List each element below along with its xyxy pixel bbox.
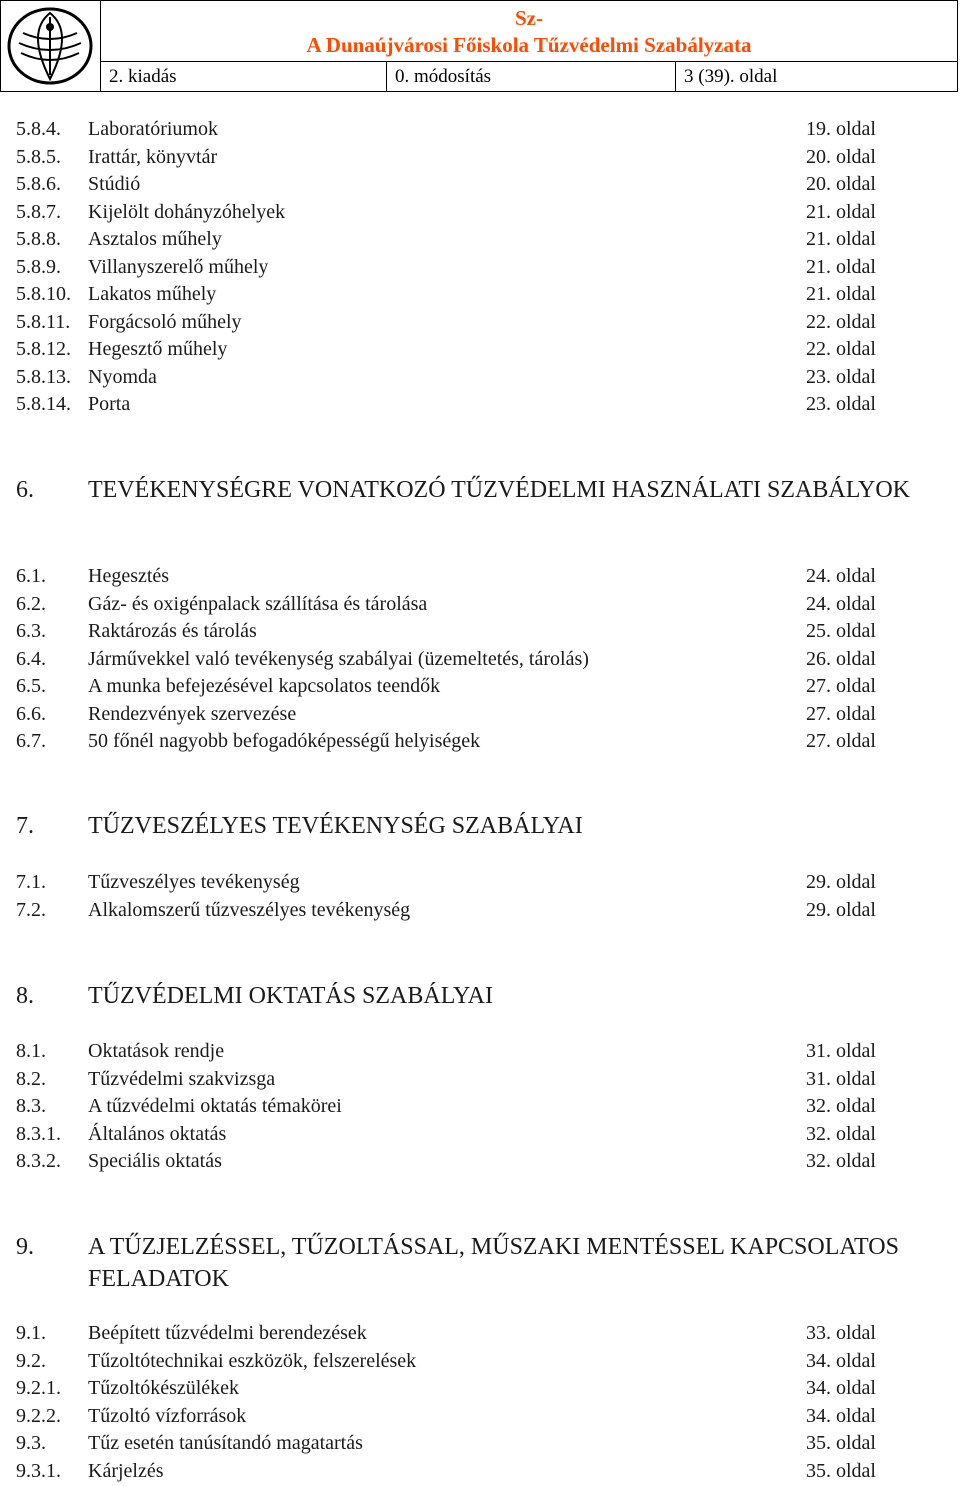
toc-entry-title: Raktározás és tárolás	[88, 620, 257, 642]
toc-entry-number: 5.8.14.	[16, 393, 71, 415]
toc-entry	[16, 281, 876, 308]
toc-entry	[16, 1348, 876, 1375]
toc-entry-number: 9.3.1.	[16, 1459, 61, 1482]
toc-entry-number: 9.1.	[16, 1322, 46, 1344]
toc-entry-page: 33. oldal	[806, 1322, 876, 1344]
toc-entry-page: 35. oldal	[806, 1432, 876, 1454]
toc-entry-title: Laboratóriumok	[88, 118, 218, 140]
toc-entry-title: Tűz esetén tanúsítandó magatartás	[88, 1432, 363, 1454]
toc-entry-number: 8.3.	[16, 1095, 46, 1117]
toc-entry-page: 21. oldal	[806, 200, 876, 223]
toc-entry-number: 5.8.11.	[16, 310, 71, 333]
toc-entry	[16, 199, 876, 226]
toc-entry	[16, 364, 876, 391]
toc-entry-page: 32. oldal	[806, 1122, 876, 1145]
edition-label: 2. kiadás	[101, 62, 387, 92]
toc-entry-number: 9.2.2.	[16, 1404, 61, 1427]
section-title: TŰZVÉDELMI OKTATÁS SZABÁLYAI	[88, 983, 493, 1009]
toc-entry-page: 29. oldal	[806, 871, 876, 893]
toc-entry-number: 6.3.	[16, 620, 46, 642]
toc-entry-title: Tűzvédelmi szakvizsga	[88, 1067, 276, 1090]
toc-entry	[16, 618, 876, 645]
toc-entry-title: Stúdió	[88, 173, 141, 195]
toc-entry	[16, 869, 876, 896]
toc-entry-title: Járművekkel való tevékenység szabályai (üzemeltetés, tárolás)	[88, 647, 589, 670]
toc-entry-title: Nyomda	[88, 365, 157, 388]
toc-entry-page: 21. oldal	[806, 228, 876, 250]
document-header	[0, 0, 958, 92]
toc-entry-number: 6.7.	[16, 730, 46, 752]
toc-entry	[16, 1093, 876, 1120]
toc-entry-number: 5.8.12.	[16, 338, 71, 360]
dunaujvaros-college-logo-icon	[5, 5, 95, 87]
toc-entry-number: 6.5.	[16, 675, 46, 697]
toc-entry-number: 6.1.	[16, 565, 46, 587]
toc-entry-page: 32. oldal	[806, 1095, 876, 1117]
toc-entry-page: 23. oldal	[806, 365, 876, 388]
section-number: 8.	[16, 983, 34, 1009]
toc-entry-title: Kárjelzés	[88, 1459, 164, 1482]
section-number: 7.	[16, 813, 34, 839]
toc-entry-title: Tűzoltókészülékek	[88, 1377, 240, 1399]
toc-entry-number: 5.8.7.	[16, 200, 61, 223]
toc-entry-title: Lakatos műhely	[88, 283, 217, 305]
toc-entry	[16, 897, 876, 924]
toc-entry	[16, 171, 876, 198]
toc-entry	[16, 144, 876, 171]
toc-entry-page: 26. oldal	[806, 647, 876, 670]
toc-entry-page: 34. oldal	[806, 1377, 876, 1399]
toc-entry-title: Alkalomszerű tűzveszélyes tevékenység	[88, 898, 411, 921]
toc-entry	[16, 1038, 876, 1065]
toc-entry	[16, 1320, 876, 1347]
toc-entry-title: Általános oktatás	[88, 1122, 227, 1145]
toc-entry-page: 20. oldal	[806, 145, 876, 168]
toc-entry	[16, 728, 876, 755]
toc-entry-number: 9.2.1.	[16, 1377, 61, 1399]
toc-entry-page: 24. oldal	[806, 592, 876, 615]
toc-entry-page: 22. oldal	[806, 338, 876, 360]
toc-entry-title: Rendezvények szervezése	[88, 702, 297, 725]
toc-entry-number: 9.3.	[16, 1432, 46, 1454]
toc-entry-title: Forgácsoló műhely	[88, 310, 242, 333]
header-meta-row	[101, 61, 957, 92]
toc-entry	[16, 563, 876, 590]
header-title-line1: Sz-	[515, 6, 543, 30]
section-title: TŰZVESZÉLYES TEVÉKENYSÉG SZABÁLYAI	[88, 813, 583, 839]
toc-entry-page: 35. oldal	[806, 1459, 876, 1482]
toc-entry-page: 22. oldal	[806, 310, 876, 333]
toc-entry-page: 21. oldal	[806, 283, 876, 305]
toc-entry-page: 19. oldal	[806, 118, 876, 140]
toc-entry-number: 5.8.13.	[16, 365, 71, 388]
toc-entry	[16, 701, 876, 728]
toc-entry-number: 5.8.5.	[16, 145, 61, 168]
toc-entry-title: A tűzvédelmi oktatás témakörei	[88, 1095, 342, 1117]
toc-entry-number: 7.2.	[16, 898, 46, 921]
section-title: TEVÉKENYSÉGRE VONATKOZÓ TŰZVÉDELMI HASZNÁLATI SZABÁLYOK	[88, 477, 910, 503]
toc-entry-page: 31. oldal	[806, 1067, 876, 1090]
toc-entry	[16, 1375, 876, 1402]
toc-entry-title: Irattár, könyvtár	[88, 145, 218, 168]
toc-entry-title: A munka befejezésével kapcsolatos teendők	[88, 675, 441, 697]
toc-entry-page: 27. oldal	[806, 675, 876, 697]
toc-entry-page: 34. oldal	[806, 1404, 876, 1427]
page-number-label: 3 (39). oldal	[684, 66, 778, 87]
toc-entry-number: 8.1.	[16, 1040, 46, 1062]
toc-entry-number: 8.2.	[16, 1067, 46, 1090]
toc-entry	[16, 1430, 876, 1457]
toc-entry-title: Villanyszerelő műhely	[88, 255, 269, 278]
toc-entry-title: 50 főnél nagyobb befogadóképességű helyiségek	[88, 730, 481, 752]
toc-entry-page: 20. oldal	[806, 173, 876, 195]
toc-entry-number: 8.3.2.	[16, 1150, 61, 1172]
toc-entry	[16, 591, 876, 618]
toc-entry-page: 21. oldal	[806, 255, 876, 278]
toc-entry-title: Tűzoltó vízforrások	[88, 1404, 247, 1427]
toc-entry	[16, 116, 876, 143]
toc-entry	[16, 336, 876, 363]
toc-entry-number: 8.3.1.	[16, 1122, 61, 1145]
toc-entry-page: 27. oldal	[806, 730, 876, 752]
toc-entry-title: Porta	[88, 393, 131, 415]
toc-entry	[16, 1403, 876, 1430]
toc-entry	[16, 1458, 876, 1485]
toc-entry-title: Hegesztő műhely	[88, 338, 228, 360]
header-title-line2: A Dunaújvárosi Főiskola Tűzvédelmi Szabályzata	[306, 33, 752, 57]
toc-entry	[16, 226, 876, 253]
toc-entry	[16, 1121, 876, 1148]
toc-entry	[16, 673, 876, 700]
toc-entry-number: 6.2.	[16, 592, 46, 615]
section-title: A TŰZJELZÉSSEL, TŰZOLTÁSSAL, MŰSZAKI MENTÉSSEL KAPCSOLATOS FELADATOK	[88, 1234, 899, 1292]
toc-entry	[16, 646, 876, 673]
toc-entry-page: 27. oldal	[806, 702, 876, 725]
toc-entry-page: 34. oldal	[806, 1349, 876, 1372]
toc-entry	[16, 391, 876, 418]
toc-entry-number: 5.8.9.	[16, 255, 61, 278]
toc-entry-number: 6.4.	[16, 647, 46, 670]
toc-entry-number: 9.2.	[16, 1349, 46, 1372]
toc-entry-title: Speciális oktatás	[88, 1150, 222, 1172]
toc-entry-title: Beépített tűzvédelmi berendezések	[88, 1322, 367, 1344]
toc-entry	[16, 254, 876, 281]
section-number: 9.	[16, 1234, 34, 1260]
toc-entry-title: Hegesztés	[88, 565, 170, 587]
toc-entry-page: 23. oldal	[806, 393, 876, 415]
toc-entry-page: 32. oldal	[806, 1150, 876, 1172]
toc-entry-page: 31. oldal	[806, 1040, 876, 1062]
toc-entry-number: 5.8.4.	[16, 118, 61, 140]
toc-entry-page: 29. oldal	[806, 898, 876, 921]
toc-entry-page: 24. oldal	[806, 565, 876, 587]
modification-label: 0. módosítás	[387, 62, 676, 92]
header-title	[101, 1, 957, 61]
toc-entry-number: 5.8.8.	[16, 228, 61, 250]
toc-entry-number: 5.8.6.	[16, 173, 61, 195]
toc-entry-title: Tűzveszélyes tevékenység	[88, 871, 300, 893]
toc-entry-title: Tűzoltótechnikai eszközök, felszerelések	[88, 1349, 417, 1372]
toc-entry-number: 7.1.	[16, 871, 46, 893]
toc-entry-page: 25. oldal	[806, 620, 876, 642]
toc-entry-number: 6.6.	[16, 702, 46, 725]
toc-entry-title: Oktatások rendje	[88, 1040, 225, 1062]
section-number: 6.	[16, 477, 34, 503]
toc-entry	[16, 1066, 876, 1093]
toc-entry-title: Asztalos műhely	[88, 228, 222, 250]
toc-entry-title: Gáz- és oxigénpalack szállítása és tárolása	[88, 592, 428, 615]
toc-entry	[16, 1148, 876, 1175]
toc-entry-number: 5.8.10.	[16, 283, 71, 305]
toc-entry	[16, 309, 876, 336]
logo-cell	[1, 1, 101, 91]
toc-entry-title: Kijelölt dohányzóhelyek	[88, 200, 286, 223]
